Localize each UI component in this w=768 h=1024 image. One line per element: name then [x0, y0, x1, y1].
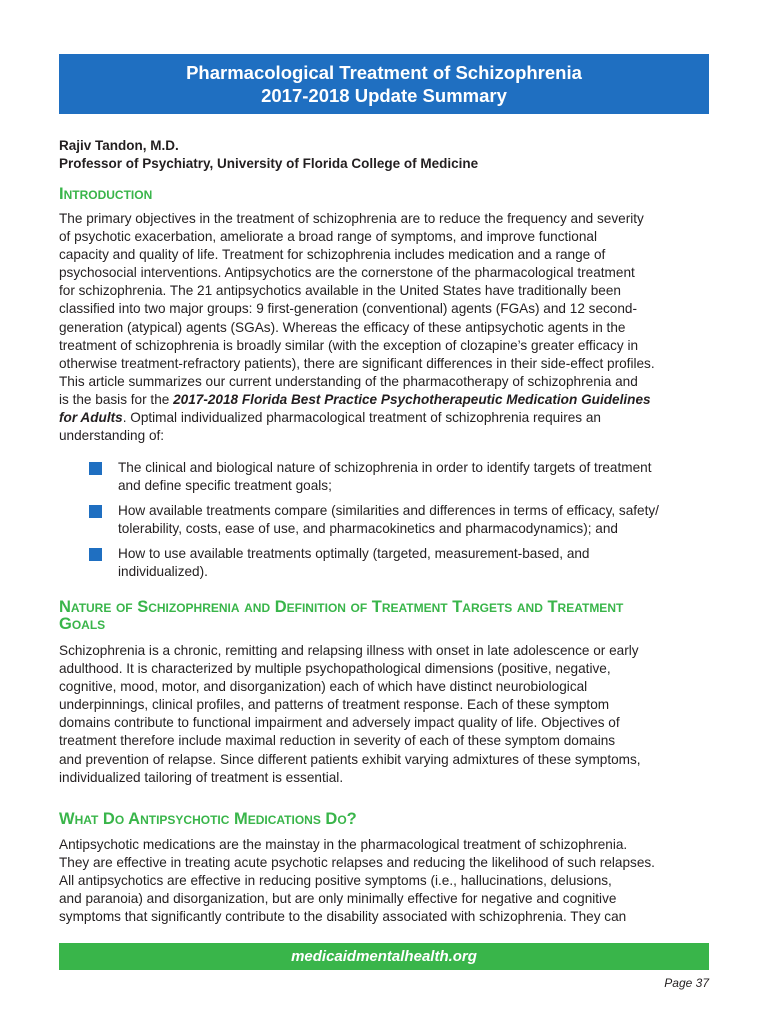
- antipsychotic-line: symptoms that significantly contribute to the disability associated with schizophrenia. They can: [59, 909, 627, 925]
- intro-text: . Optimal individualized pharmacological treatment of schizophrenia requires an: [122, 410, 601, 426]
- intro-line: This article summarizes our current understanding of the pharmacotherapy of schizophrenia and: [59, 373, 638, 389]
- antipsychotic-line: They are effective in treating acute psychotic relapses and reducing the likelihood of such relapses.: [59, 855, 655, 871]
- author-affiliation: Professor of Psychiatry, University of Florida College of Medicine: [59, 156, 479, 171]
- antipsychotic-line: All antipsychotics are effective in reducing positive symptoms (i.e., hallucinations, delusions,: [59, 873, 612, 889]
- bullet-text: The clinical and biological nature of schizophrenia in order to identify targets of treatment: [118, 460, 652, 475]
- antipsychotic-paragraph: [59, 836, 711, 926]
- intro-text: is the basis for the: [59, 391, 174, 407]
- intro-line: for schizophrenia. The 21 antipsychotics available in the United States have traditionally been: [59, 283, 621, 299]
- heading-line: Goals: [59, 615, 106, 633]
- bullet-text: and define specific treatment goals;: [118, 478, 332, 494]
- bullet-square-icon: [89, 505, 102, 518]
- list-item: [89, 545, 711, 581]
- intro-line: [59, 391, 711, 409]
- author-block: [59, 137, 478, 173]
- antipsychotic-line: and paranoia) and disorganization, but are only minimally effective for negative and cognitive: [59, 891, 617, 907]
- list-item: [89, 502, 711, 538]
- bullet-text: tolerability, costs, ease of use, and pharmacokinetics and pharmacodynamics); and: [118, 521, 618, 537]
- nature-line: domains contribute to functional impairment and adversely impact quality of life. Objectives of: [59, 715, 620, 731]
- bullet-text: individualized).: [118, 564, 208, 580]
- heading-what-antipsychotics-do: What Do Antipsychotic Medications Do?: [59, 810, 357, 828]
- intro-line: classified into two major groups: 9 first-generation (conventional) agents (FGAs) and 12 second-: [59, 301, 638, 317]
- nature-line: adulthood. It is characterized by multiple psychopathological dimensions (positive, negative,: [59, 661, 611, 677]
- intro-line: of psychotic exacerbation, ameliorate a broad range of symptoms, and improve functional: [59, 229, 597, 245]
- heading-line: Nature of Schizophrenia and Definition of Treatment Targets and Treatment: [59, 598, 624, 616]
- intro-line: [59, 409, 711, 427]
- page-number: Page 37: [664, 976, 709, 990]
- bullet-square-icon: [89, 462, 102, 475]
- author-name: Rajiv Tandon, M.D.: [59, 138, 179, 153]
- heading-introduction: Introduction: [59, 185, 153, 203]
- nature-paragraph: [59, 642, 711, 787]
- intro-line: capacity and quality of life. Treatment for schizophrenia includes medication and a range of: [59, 247, 606, 263]
- nature-line: and prevention of relapse. Since different patients exhibit varying admixtures of these symptoms,: [59, 751, 641, 767]
- nature-line: underpinnings, clinical profiles, and patterns of treatment response. Each of these symptom: [59, 697, 610, 713]
- nature-line: treatment therefore include maximal reduction in severity of each of these symptom domains: [59, 733, 616, 749]
- bullet-text: How to use available treatments optimally (targeted, measurement-based, and: [118, 546, 590, 562]
- document-title-banner: [59, 54, 709, 114]
- guidelines-title-cont: for Adults: [59, 410, 123, 426]
- title-line-1: Pharmacological Treatment of Schizophrenia: [186, 62, 582, 83]
- intro-line: understanding of:: [59, 428, 165, 444]
- intro-line: otherwise treatment-refractory patients), there are significant differences in their side-effect profiles.: [59, 355, 655, 371]
- intro-line: treatment of schizophrenia is broadly similar (with the exception of clozapine’s greater efficacy in: [59, 337, 639, 353]
- intro-line: psychosocial interventions. Antipsychotics are the cornerstone of the pharmacological treatment: [59, 265, 635, 281]
- title-line-2: 2017-2018 Update Summary: [261, 85, 507, 106]
- bullet-list: [89, 459, 711, 589]
- bullet-square-icon: [89, 548, 102, 561]
- bullet-text: How available treatments compare (similarities and differences in terms of efficacy, safety/: [118, 503, 659, 519]
- antipsychotic-line: Antipsychotic medications are the mainstay in the pharmacological treatment of schizophrenia.: [59, 837, 628, 852]
- nature-line: cognitive, mood, motor, and disorganization) each of which have distinct neurobiological: [59, 679, 588, 695]
- guidelines-title: 2017-2018 Florida Best Practice Psychotherapeutic Medication Guidelines: [173, 391, 651, 407]
- list-item: [89, 459, 711, 495]
- intro-paragraph: [59, 210, 711, 445]
- intro-line: generation (atypical) agents (SGAs). Whereas the efficacy of these antipsychotic agents in the: [59, 319, 626, 335]
- nature-line: individualized tailoring of treatment is essential.: [59, 769, 344, 785]
- heading-nature-of-schizophrenia: [59, 599, 709, 633]
- footer-url-banner[interactable]: medicaidmentalhealth.org: [59, 943, 709, 970]
- nature-line: Schizophrenia is a chronic, remitting and relapsing illness with onset in late adolescence or early: [59, 643, 639, 658]
- intro-line: The primary objectives in the treatment of schizophrenia are to reduce the frequency and severity: [59, 211, 644, 226]
